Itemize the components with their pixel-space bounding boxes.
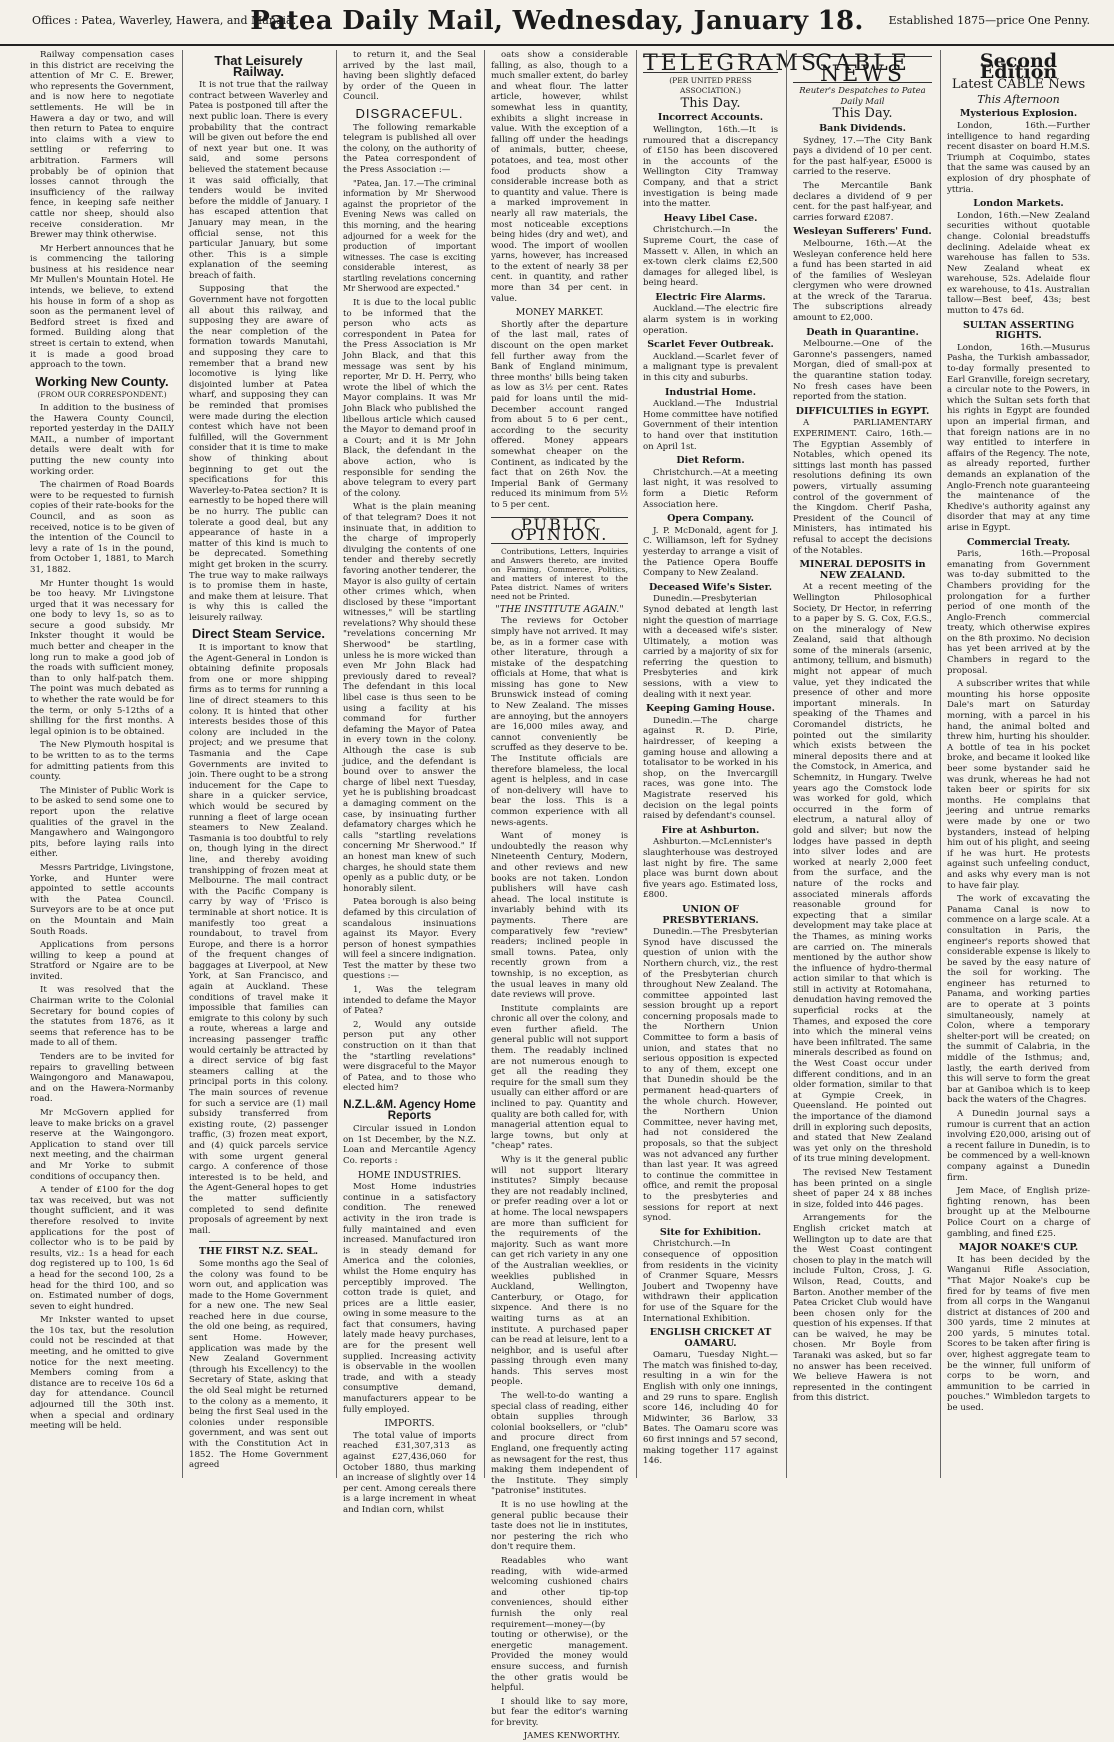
notice-text: Contributions, Letters, Inquiries and Answers thereto, are invited on Farming, Commerce, Politics, and matters of interest to the Patea district. Names of writers need not be Printed. [491,546,628,601]
article-paragraph: Messrs Partridge, Livingstone, Yorke, and Hunter were appointed to settle accounts with the Patea Council. Surveyors are to be at once put on the Mountain and Main South Roads. [30,862,174,937]
item-paragraph: Dunedin.—The charge against R. D. Pirie, hairdresser, of keeping a gaming house and allowing a totalisator to be worked in his shop, on the Invercargill races, was gone into. The Magistrate reserved his decision on the legal points raised by defendant's counsel. [643,715,778,822]
article-headline: N.Z.L.&M. Agency Home Reports [343,1099,476,1122]
section-banner: TELEGRAMS [643,51,820,76]
article-paragraph: Mr Inkster wanted to upset the 10s tax, but the resolution could not be rescinded at that meeting, and he omitted to give notice for the next meeting. Members coming from a distance are to receive 10s 6d a day for attendance. Council adjourned till the 30th inst. when a special and ordinary meeting will be held. [30,1315,174,1432]
article-paragraph: The following remarkable telegram is published all over the colony, on the authority of the Patea correspondent of the Press Association :— [343,122,476,175]
item-paragraph: A subscriber writes that while mounting his horse opposite Dale's mart on Saturday morning, with a parcel in his hand, the animal bolted and threw him, hurting his shoulder. A bottle of tea in his pocket broke, and became it looked like beer some bystander said he was drunk, whereas he had not taken beer or spirits for six months. He complains that jeering and untrue remarks were made by one or two bystanders, instead of helping him out of his plight, and seeing if he was hurt. He protests against such unfeeling conduct, and asks why every man is not to have fair play. [947,679,1090,891]
section-heading: MONEY MARKET. [515,307,604,319]
item-paragraph: London, 16th.—Further intelligence to hand regarding recent disaster on board H.M.S. Triumph at Coquimbo, states that the same was caused by an explosion of dry phosphate of yttria. [947,120,1090,195]
item-paragraph: Dunedin.—Presbyterian Synod debated at length last night the question of marriage with a deceased wife's sister. Ultimately, a motion was carried by a majority of six for referring the question to Presbyteries and kirk sessions, with a view to dealing with it next year. [643,594,778,700]
item-headline: Death in Quarantine. [806,326,919,338]
section-date: This Day. [832,106,893,122]
column-7 [940,50,1096,1478]
item-paragraph: It has been decided by the Wanganui Rifle Association, "That Major Noake's cup be fired for by teams of five men from all corps in the Wanganui district at distances of 200 and 300 yards, time 2 minutes at 200 yards, 5 minutes total. Scores to be taken after firing is over, highest aggregate team to be the winner, full uniform of corps to be worn, and ammunition to be carried in pouches." Wimbledon targets to be used. [947,1254,1090,1414]
article-paragraph: Applications from persons willing to keep a pound at Stratford or Ngaire are to be invited. [30,940,174,982]
item-headline: DIFFICULTIES in EGYPT. [795,405,930,417]
section-banner: CABLE NEWS [793,56,932,83]
divider [209,1241,308,1242]
item-headline: Opera Company. [667,513,754,525]
established-line: Established 1875—price One Penny. [888,14,1090,27]
article-paragraph: Some months ago the Seal of the colony was found to be worn out, and application was made to the Home Government for a new one. The new Seal reached here in due course, the old one being, as required, sent Home. However, application was made by the New Zealand Government (through his Excellency) to the Secretary of State, asking that the old Seal might be returned to the colony as a memento, it being the first Seal used in the colonies under responsible government, and was sent out with the Constitution Act in 1852. The Home Government agreed [189,1258,328,1471]
item-headline: Incorrect Accounts. [657,112,764,124]
telegram-quote: "Patea, Jan. 17.—The criminal information by Mr Sherwood against the proprietor of the Evening News was called on this morning, and the hearing adjourned for a week for the production of important witnesses. The case is exciting considerable interest, as startling revelations concerning Mr Sherwood are expected." [343,178,476,294]
item-headline: Scarlet Fever Outbreak. [647,339,774,351]
article-paragraph: to return it, and the Seal arrived by the last mail, having been slightly defaced by order of the Queen in Council. [343,50,476,103]
cable-list [793,124,932,1404]
column-3 [336,50,482,1515]
section-heading: HOME INDUSTRIES. [357,1169,462,1181]
article-paragraph: Most Home industries continue in a satisfactory condition. The renewed activity in the iron trade is fully maintained and even increased. Manufactured iron is in steady demand for America and the colonies, whilst the Home enquiry has perceptibly improved. The cotton trade is quiet, and prices are a little easier, owing in some measure to the fact that consumers, having lately made heavy purchases, are for the present well supplied. Increasing activity is observable in the woollen trade, and with a steady consumptive demand, manufacturers appear to be fully employed. [343,1182,476,1415]
item-headline: MINERAL DEPOSITS in NEW ZEALAND. [799,559,926,581]
article-paragraph: It is important to know that the Agent-General in London is obtaining definite proposals from one or more shipping firms as to terms for running a line of direct steamers to this colony. It is hinted that other interests besides those of this colony are included in the project; and we presume that Tasmania and the Cape Governments are invited to join. There ought to be a strong inducement for the Cape to share in a quicker service, which would be secured by running a fleet of large ocean steamers to New Zealand. Tasmania is too doubtful to rely on, though lying in the direct line, and thereby avoiding transhipping of frozen meat at Melbourne. The mail contract with the Pacific Company is carry by way of 'Frisco is terminable at short notice. It is manifestly too great a roundabout, to travel from Europe, and there is a horror of the frequent changes of baggages at Liverpool, at New York, at San Francisco, and again at Auckland. These conditions of travel make it impossible that families can emigrate to this colony by such a route, whereas a large and increasing passenger traffic would certainly be attracted by a direct service of big fast steamers calling at the principal ports in this colony. The main sources of revenue for such a service are (1) mail subsidy transferred from existing route, (2) passenger traffic, (3) frozen meat export, and (4) quick parcels service with some urgent general cargo. A conference of those interested is to be held, and the Agent-General hopes to get the matter sufficiently completed to send definite proposals of agreement by next mail. [189,643,328,1236]
masthead [0,0,1114,46]
article-paragraph: It is no use howling at the general public because their taste does not lie in institutes, nor pestering the rich who don't require them. [491,1500,628,1553]
item-headline: Heavy Libel Case. [663,212,758,224]
item-paragraph: London, 16th.—New Zealand securities without quotable change. Colonial breadstuffs declining. Adelaide wheat ex warehouse has fallen to 53s. New Zealand wheat ex warehouse, 52s. Adelaide flour ex warehouse, to 41s. Australian tallow—Best beef, 43s; best mutton to 47s 6d. [947,210,1090,317]
item-paragraph: The revised New Testament has been printed on a single sheet of paper 24 x 88 inches in size, folded into 446 pages. [793,1167,932,1210]
item-headline: Industrial Home. [664,386,757,398]
article-paragraph: Supposing that the Government have not forgotten all about this railway, and supposing they are aware of the near completion of the formation towards Manutahi, and supposing they care to remember that a brand new locomotive is lying like disjointed lumber at Patea wharf, and supposing they can be reminded that promises were made during the election contest which have not been fulfilled, will the Government consider that it is time to make show of thinking about beginning to get out the specifications for this Waverley-to-Patea section? It is earnestly to be hoped there will be no hurry. The public can tolerate a good deal, but any appearance of haste in a matter of this kind is much to be deprecated. Something might get broken in the scurry. The true way to make railways is to promise them in haste, and make them at leisure. That is why this is called the leisurely railway. [189,284,328,623]
second-edition-list [947,109,1090,1413]
article-paragraph: 1, Was the telegram intended to defame the Mayor of Patea? [343,985,476,1017]
article-paragraph: A tender of £100 for the dog tax was received, but was not thought sufficient, and it was therefore resolved to invite applications for the post of collector who is to be paid by results, viz.: 1s a head for each dog registered up to 100, 1s 6d a head for the second 100, 2s a head for the third 100, and so on. Estimated number of dogs, seven to eight hundred. [30,1185,174,1312]
item-headline: SULTAN ASSERTING RIGHTS. [962,319,1075,342]
article-paragraph: Mr McGovern applied for leave to make bricks on a gravel reserve at the Waingongoro. Application to stand over till next meeting, and the chairman and Mr Yorke to submit conditions of occupancy then. [30,1108,174,1182]
article-paragraph: Mr Herbert announces that he is commencing the tailoring business at his residence near Mr Mullen's Mountain Hotel. He intends, we believe, to extend his house in form of a shop as soon as the permanent level of Bedford street is fixed and formed. Building along that street is certain to extend, when it is made a good broad approach to the town. [30,243,174,371]
section-subtitle: Reuter's Despatches to Patea Daily Mail [799,86,926,107]
article-paragraph: Patea borough is also being defamed by this circulation of scandalous insinuations against its Mayor. Every person of honest sympathies will feel a sincere indignation. Test the matter by these two questions :— [343,897,476,982]
section-subtitle: Latest CABLE News [951,77,1086,93]
item-headline: Wesleyan Sufferers' Fund. [793,226,932,238]
item-paragraph: Melbourne, 16th.—At the Wesleyan conference held here a fund has been started in aid of the families of Wesleyan clergymen who were drowned at the wreck of the Tararua. The subscriptions already amount to £2,000. [793,238,932,324]
article-paragraph: It is not true that the railway contract between Waverley and Patea is postponed till after the next public loan. There is every probability that the contract will be given out before the end of next year but one. It was said, and some persons believed the statement because it was said officially, that tenders would be invited before the middle of January. I has escaped attention that January may mean, in the official sense, not this particular January, but some other. This is a simple explanation of the seeming breach of faith. [189,80,328,281]
item-paragraph: Sydney, 17.—The City Bank pays a dividend of 10 per cent. for the past half-year, £5000 is carried to the reserve. [793,135,932,178]
article-headline: "THE INSTITUTE AGAIN." [495,603,624,615]
column-4 [484,50,634,1742]
item-paragraph: Oamaru, Tuesday Night.—The match was finished to-day, resulting in a win for the English with only one innings, and 29 runs to spare. English score 146, including 40 for Midwinter, 36 Barlow, 33 Bates. The Oamaru score was 60 first innings and 57 second, making together 117 against 146. [643,1350,778,1467]
item-paragraph: Auckland.—The Industrial Home committee have notified Government of their intention to hand over that institution on April 1st. [643,399,778,452]
column-2 [182,50,334,1478]
article-paragraph: It is due to the local public to be informed that the person who acts as correspondent in Patea for the Press Association is Mr John Black, and that this message was sent by his reporter, Mr D. H. Perry, who wrote the libel of which the Mayor complains. It was Mr John Black who published the libellous article which caused the Mayor to demand proof in a Court; and it is Mr John Black, the defendant in the above action, who is responsible for sending the above telegram to every part of the colony. [343,298,476,499]
offices-line: Offices : Patea, Waverley, Hawera, and Manaia. [32,14,297,27]
item-paragraph: Wellington, 16th.—It is rumoured that a discrepancy of £150 has been discovered in the accounts of the Wellington City Tramway Company, and that a strict investigation is being made into the matter. [643,124,778,210]
column-5 [636,50,820,1478]
item-headline: Diet Reform. [676,455,745,467]
article-paragraph: Shortly after the departure of the last mail, rates of discount on the open market fell further away from the Bank of England minimum, three months' bills being taken as low as 3½ per cent. Rates paid for loans until the mid-December account ranged from about 5 to 6 per cent., according to the security offered. Money appears somewhat cheaper on the Continent, as indicated by the fact that on 26th Nov. the Imperial Bank of Germany reduced its minimum from 5½ to 5 per cent. [491,319,628,510]
article-paragraph: The total value of imports reached £31,307,313 as against £27,436,060 for October 1880, thus marking an increase of slightly over 14 per cent. Among cereals there is a large increment in wheat and Indian corn, whilst [343,1430,476,1515]
item-headline: Site for Exhibition. [659,1226,762,1238]
item-headline: UNION OF PRESBYTERIANS. [662,903,759,926]
article-headline: Working New County. [35,373,169,389]
article-paragraph: Circular issued in London on 1st December, by the N.Z. Loan and Mercantile Agency Co. reports : [343,1124,476,1166]
item-headline: Bank Dividends. [819,122,906,134]
section-banner: Second Edition [979,50,1058,83]
item-paragraph: Ashburton.—McLennister's slaughterhouse was destroyed last night by fire. The same place was burnt down about five years ago. Estimated loss, £800. [643,837,778,901]
article-paragraph: The New Plymouth hospital is to be written to as to the terms for admitting patients from this county. [30,740,174,783]
article-paragraph: Mr Hunter thought 1s would be too heavy. Mr Livingstone urged that it was necessary for one body to levy 1s, so as to secure a good subsidy. Mr Inkster thought it would be much better and cheaper in the long run to make a good job of the roads with sufficient money, than to only half-patch them. The point was much debated as to whether the rate would be for the term, or only 5-12ths of a shilling for the first months. A legal opinion is to be obtained. [30,578,174,737]
article-paragraph: The Minister of Public Work is to be asked to send some one to report upon the relative qualities of the gravel in the Mangawhero and Waingongoro pits, before laying rails into either. [30,785,174,860]
section-subtitle: (PER UNITED PRESS ASSOCIATION.) [669,75,752,96]
article-paragraph: Readables who want reading, with wide-armed welcoming cushioned chairs and other tip-top conveniences, should either furnish the only real requirement—money—(by touting or otherwise), or the energetic management. Provided the money would ensure success, and furnish the other gratis would be helpful. [491,1555,628,1694]
byline: (FROM OUR CORRESPONDENT.) [37,390,167,400]
article-paragraph: What is the plain meaning of that telegram? Does it not insinuate that, in addition to the charge of improperly divulging the contents of one tender and thereby secretly favoring another tenderer, the Mayor is also guilty of certain other crimes which, when disclosed by these "important witnesses," will be startling revelations? Why should these "revelations concerning Mr Sherwood" be startling, unless he is more wicked than even Mr John Black had previously dared to reveal? The defendant in this local libel case is thus seen to be using a facility at his command for further defaming the Mayor of Patea in every town in the colony. Although the case is sub judice, and the defendant is bound over to answer the charge of libel next Tuesday, yet he is publishing broadcast a damaging comment on the case, by insinuating further defamatory charges which he calls "startling revelations concerning Mr Sherwood." If an honest man knew of such charges, he should state them openly as a public duty, or be honorably silent. [343,502,476,894]
section-date: This Afternoon [977,92,1060,106]
item-headline: ENGLISH CRICKET AT OAMARU. [649,1327,772,1349]
item-paragraph: Christchurch.—In consequence of opposition from residents in the vicinity of Cranmer Square, Messrs Joubert and Twopenny have withdrawn their application for use of the Square for the International Exhibition. [643,1239,778,1324]
item-headline: Commercial Treaty. [966,536,1071,548]
article-paragraph: 2, Would any outside person put any other construction on it than that the "startling revelations" were disgraceful to the Mayor of Patea, and to those who elected him? [343,1019,476,1094]
item-headline: Deceased Wife's Sister. [648,581,773,593]
article-paragraph: Railway compensation cases in this district are receiving the attention of Mr C. E. Brewer, who represents the Government, and is now here to negotiate settlements. He will be in Hawera a day or two, and will then return to Patea to enquire into claims with a view to settling or referring to arbitration. Farmers will probably be of opinion that losses cannot through the insufficiency of the railway fence, in keeping safe neither cattle nor sheep, should also receive consideration. Mr Brewer may think otherwise. [30,50,174,241]
item-paragraph: The Mercantile Bank declares a dividend of 9 per cent. for the past half-year, and carries forward £2087. [793,180,932,223]
article-headline: That Leisurely Railway. [214,53,303,79]
item-headline: Mysterious Explosion. [959,108,1078,120]
item-headline: London Markets. [973,198,1064,210]
item-paragraph: Melbourne.—One of the Garonne's passengers, named Morgan, died of small-pox at the quarantine station today. No fresh cases have been reported from the station. [793,339,932,403]
article-headline: DISGRACEFUL. [355,105,464,121]
item-paragraph: Auckland.—The electric fire alarm system is in working operation. [643,304,778,336]
article-paragraph: oats show a considerable falling, as also, though to a much smaller extent, do barley and wheat flour. The latter article, however, whilst somewhat less in quantity, exhibits a slight increase in value. With the exception of a falling off under the headings of animals, butter, cheese, potatoes, and tea, most other food products show a considerable increase both as to quantity and value. There is a marked improvement in nearly all raw materials, the most noticeable exceptions being hides (dry and wet), and wood. The import of woollen yarns, however, has increased to the extent of nearly 38 per cent. in quantity, and rather more than 34 per cent. in value. [491,50,628,304]
item-paragraph: The work of excavating the Panama Canal is now to commence on a large scale. At a consultation in Paris, the engineer's reports showed that considerable expense is likely to be saved by the easy nature of the soil for working. The engineer has returned to Panama, and working parties are to operate at 3 points simultaneously, namely at Colon, where a temporary shelter-port will be created; on the summit of Calabria, in the middle of the Isthmus; and, lastly, the earth derived from this will serve to form the great bar at Ganiboa which is to keep back the waters of the Chagres. [947,894,1090,1106]
section-banner: PUBLIC OPINION. [491,517,628,544]
article-headline: Direct Steam Service. [192,626,325,642]
article-paragraph: It was resolved that the Chairman write to the Colonial Secretary for bound copies of the statutes from 1876, as it seems that reference has to be made to all of them. [30,985,174,1049]
item-headline: Electric Fire Alarms. [655,291,766,303]
article-paragraph: In addition to the business of the Hawera County Council, reported yesterday in the DAILY MAIL, a number of important details were dealt with for putting the new county into working order. [30,403,174,477]
item-paragraph: J. P. McDonald, agent for J. C. Williamson, left for Sydney yesterday to arrange a visit of the Patience Opera Bouffe Company to New Zealand. [643,525,778,579]
letter-signature: JAMES KENWORTHY. [523,1731,620,1742]
item-paragraph: Dunedin.—The Presbyterian Synod have discussed the question of union with the Northern church, viz., the rest of the Presbyterian church throughout New Zealand. The committee appointed last session brought up a report concerning proposals made to the Northern Union Committee to form a basis of union, and states that no serious opposition is expected to any of them, except one that Dunedin should be the permanent head-quarters of the whole church. However, the Northern Union Committee, never having met, had not considered the proposals, so that the subject was not advanced any further than last year. It was agreed to continue the committee in office, and remit the proposal to the presbyteries and sessions for report at next synod. [643,927,778,1224]
article-paragraph: The well-to-do wanting a special class of reading, either obtain supplies through colonial booksellers, or "club" and procure direct from England, one frequently acting as newsagent for the rest, thus making them independent of the Institute. They simply "patronise" institutes. [491,1391,628,1497]
article-paragraph: Tenders are to be invited for repairs to gravelling between Waingongoro and Manawapou, and on the Hawera-Normanby road. [30,1052,174,1105]
article-paragraph: The chairmen of Road Boards were to be requested to furnish copies of their rate-books for the Council, and as soon as received, notice is to be given of the intention of the Council to levy a rate of 1s in the pound, from October 1, 1881, to March 31, 1882. [30,480,174,575]
article-paragraph: The reviews for October simply have not arrived. It may be, as in a former case with other literature, through a mistake of the despatching officials at Home, that what is missing has gone to New Brunswick instead of coming to New Zealand. The misses are annoying, but the annoyers are 16,000 miles away, and cannot conveniently be scruffed as they deserve to be. The Institute officials are therefore blameless, the local agent is helpless, and in case of non-delivery will have to bear the loss. This is a common experience with all news-agents. [491,616,628,828]
item-paragraph: Arrangements for the English cricket match at Wellington up to date are that the West Coast contingent chosen to play in the match will include Fulton, Cross, J. G. Wilson, Read, Coutts, and Barton. Another member of the Patea Cricket Club would have been chosen only for the question of his expenses. If that can be waived, he may be chosen. Mr Boyle from Taranaki was asked, but so far no answer has been received. We believe Hawera is not represented in the contingent from this district. [793,1213,932,1404]
item-headline: Fire at Ashburton. [661,824,760,836]
item-paragraph: Paris, 16th.—Proposal emanating from Government was to-day submitted to the Chambers providing for the prolongation for a further period of one month of the Anglo-French commercial treaty, which otherwise expires on the 8th proximo. No decision has yet been arrived at by the Chambers in regard to the proposal. [947,549,1090,676]
column-1 [24,50,180,1478]
article-paragraph: Why is it the general public will not support literary institutes? Simply because they are not readably inclined, or prefer reading over a lot or at home. The local newspapers are more than sufficient for the requirements of the majority. Such as want more can get rich variety in any one of the Australian weeklies, or weeklies published in Auckland, Wellington, Canterbury, or Otago, for sixpence. And there is no waiting turns as at an institute. A purchased paper can be read at leisure, lent to a neighbor, and is useful after passing through even many hands. This serves most people. [491,1155,628,1388]
newspaper-title: Patea Daily Mail, Wednesday, January 18. [250,6,864,36]
item-headline: MAJOR NOAKE'S CUP. [958,1242,1079,1254]
item-headline: Keeping Gaming House. [646,703,775,715]
item-paragraph: At a recent meeting of the Wellington Philosophical Society, Dr Hector, in referring to a paper by S. G. Cox, F.G.S., on the mineralogy of New Zealand, said that although some of the minerals (arsenic, antimony, tellium, and bismuth) might not appear of much value, yet they indicated the presence of other and more important minerals. In speaking of the Thames and Coromandel districts, he pointed out the similarity which exists between the mineral deposits there and at the Comstock, in America, and Schemnitz, in Hungary. Twelve years ago the Comstock lode was worked for gold, which occurred in the form of electrum, a natural alloy of gold and silver; but now the lodges have passed in depth into silver lodes and are worked at nearly 2,000 feet from the surface, and the nature of the rocks and associated minerals affords reasonable ground for expecting that a similar development may take place at the Thames, as mining works are carried on. The minerals mentioned by the author show the influence of hydro-thermal action similar to that which is still in activity at Rotomahana, denudation having removed the superficial rocks at the Thames, and exposed the core into which the mineral veins have been infiltrated. The same minerals described as found on the West Coast occur under different conditions, and in an older formation, similar to that at Gympie Creek, in Queensland. He pointed out the importance of the diamond drill in exploring such deposits, and stated that New Zealand was yet only on the threshold of its true mining development. [793,582,932,1165]
item-paragraph: London, 16th.—Musurus Pasha, the Turkish ambassador, to-day formally presented to Earl Granville, foreign secretary, a circular note to the Powers, in which the Sultan sets forth that his rights in Egypt are founded upon an imperial firman, and that foreign nations are in no way entitled to interfere in affairs of the Regency. The note, as already reported, further demands an explanation of the Anglo-French note guaranteeing the maintenance of the Khedive's authority against any disorder that may at any time arise in Egypt. [947,342,1090,533]
item-paragraph: A PARLIAMENTARY EXPERIMENT. Cairo, 16th.—The Egyptian Assembly of Notables, which opened its sittings last month has passed resolutions defining its own powers, virtually assuming control of the government of the Kingdom. Cherif Pasha, President of the Council of Ministers, has intimated his refusal to accept the decisions of the Notables. [793,418,932,556]
item-paragraph: Christchurch.—At a meeting last night, it was resolved to form a Dietic Reform Association here. [643,467,778,510]
section-date: This Day. [680,95,741,111]
item-paragraph: Auckland.—Scarlet fever of a malignant type is prevalent in this city and suburbs. [643,351,778,384]
article-headline: THE FIRST N.Z. SEAL. [198,1246,319,1258]
article-paragraph: Want of money is undoubtedly the reason why Nineteenth Century, Modern, and other reviews and new books are not taken. London publishers will have cash ahead. The local institute is invariably behind with its payments. There are comparatively few "review" readers; inclined people in small towns. Patea, only recently grown from a township, is no exception, as the usual leaves in many old date reviews will prove. [491,831,628,1001]
article-paragraph: I should like to say more, but fear the editor's warning for brevity. [491,1696,628,1728]
item-paragraph: A Dunedin journal says a rumour is current that an action involving £20,000, arising out of a recent failure in Dunedin, is to be commenced by a well-known company against a Dunedin firm. [947,1109,1090,1183]
column-6 [786,50,938,1478]
item-paragraph: Christchurch.—In the Supreme Court, the case of Massett v. Allen, in which an ex-town clerk claims £2,500 damages for alleged libel, is being heard. [643,225,778,289]
telegram-list [643,113,778,1466]
section-heading: IMPORTS. [384,1418,435,1430]
item-paragraph: Jem Mace, of English prize-fighting renown, has been brought up at the Melbourne Police Court on a charge of gambling, and fined £25. [947,1186,1090,1239]
article-paragraph: Institute complaints are chronic all over the colony, and even further afield. The general public will not support them. The readably inclined are not numerous enough to get all the reading they require for the small sum they usually can either afford or are inclined to pay. Quantity and quality are both called for, with managerial attention equal to large towns, but only at "cheap" rates. [491,1003,628,1152]
